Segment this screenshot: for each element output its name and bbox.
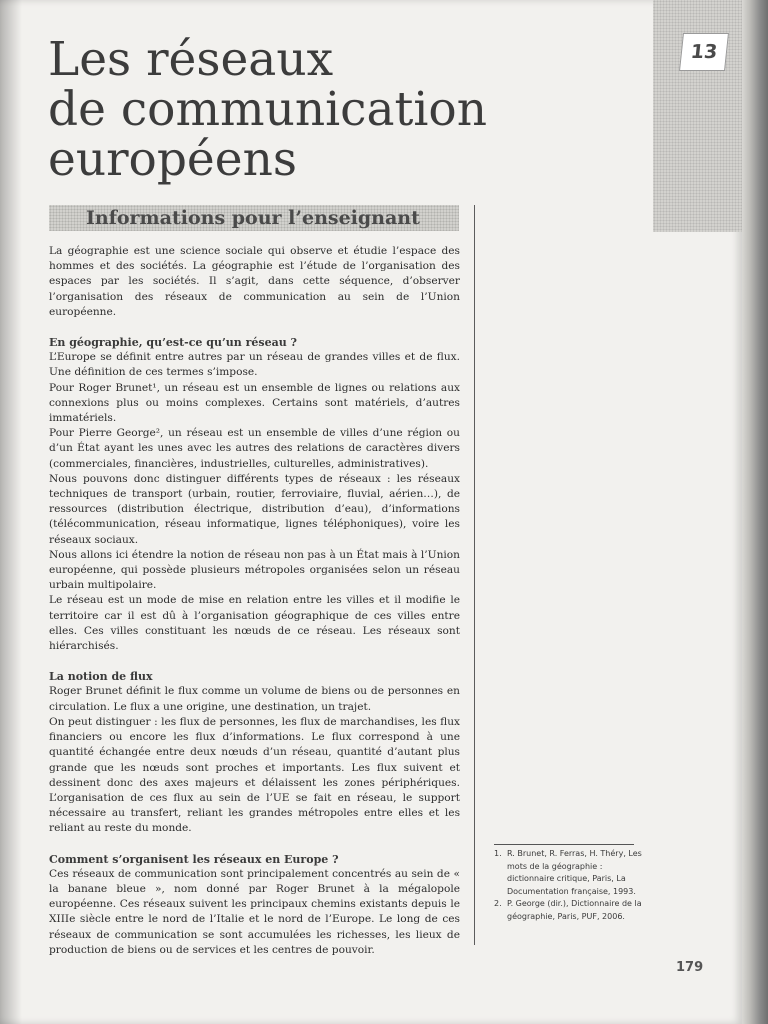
- page-number: 179: [676, 960, 704, 975]
- paragraph: Pour Roger Brunet¹, un réseau est un ensemble de lignes ou relations aux connexions plus ou moins complexes. Certains sont matériels, d’autres immatériels.: [49, 381, 460, 425]
- section-reseau: [49, 335, 460, 654]
- paragraph: Nous pouvons donc distinguer différents types de réseaux : les réseaux techniques de transport (urbain, routier, ferroviaire, fluvial, aérien…), de ressources (distribution électrique, distribution d’eau), d’informations (télécommunication, réseau informatique, lignes téléphoniques), voire les réseaux sociaux.: [49, 472, 460, 546]
- chapter-title-line: européens: [48, 132, 297, 187]
- paragraph: Nous allons ici étendre la notion de réseau non pas à un État mais à l’Union européenne, qui possède plusieurs métropoles organisées selon un réseau urbain multipolaire.: [49, 548, 460, 592]
- paragraph: On peut distinguer : les flux de personnes, les flux de marchandises, les flux financiers ou encore les flux d’informations. Le flux correspond à une quantité échangée entre deux nœuds d’un réseau, quantité d’autant plus grande que les nœuds sont proches et importants. Les flux suivent et dessinent donc des axes majeurs et délaissent les zones périphériques. L’organisation de ces flux au sein de l’UE se fait en réseau, le support nécessaire au transfert, reliant les grandes métropoles entre elles et les reliant au reste du monde.: [49, 715, 460, 835]
- paragraph: Ces réseaux de communication sont principalement concentrés au sein de « la banane bleue », nom donné par Roger Brunet à la mégalopole européenne. Ces réseaux suivent les principaux chemins existants depuis le XIIIe siècle entre le nord de l’Italie et le nord de l’Europe. Le long de ces réseaux de communication se sont accumulées les richesses, les lieux de production de biens ou de services et les centres de pouvoir.: [49, 867, 460, 956]
- chapter-title-line: Les réseaux: [48, 32, 334, 87]
- paragraph: Roger Brunet définit le flux comme un volume de biens ou de personnes en circulation. Le flux a une origine, une destination, un trajet.: [49, 685, 460, 713]
- footnote: [494, 848, 644, 898]
- chapter-title: [48, 32, 487, 187]
- footnote-text: R. Brunet, R. Ferras, H. Théry, Les mots de la géographie : dictionnaire critique, Paris, La Documentation française, 1993.: [507, 849, 642, 896]
- section-heading: La notion de flux: [49, 670, 153, 684]
- section-flux: [49, 669, 460, 836]
- section-organisation: [49, 852, 460, 958]
- footnote-number: 2.: [494, 899, 502, 908]
- footnote: [494, 898, 644, 923]
- column-divider: [474, 205, 475, 945]
- paragraph: Pour Pierre George², un réseau est un ensemble de villes d’une région ou d’un État ayant les unes avec les autres des relations de caractères divers (commerciales, financières, industrielles, culturelles, administratives).: [49, 427, 460, 470]
- chapter-title-line: de communication: [48, 82, 487, 137]
- section-title: Informations pour l’enseignant: [86, 207, 420, 229]
- binding-shadow: [0, 0, 22, 1024]
- section-heading: En géographie, qu’est-ce qu’un réseau ?: [49, 336, 297, 350]
- footnote-number: 1.: [494, 849, 502, 858]
- chapter-number: 13: [679, 33, 729, 71]
- footnote-rule: [494, 844, 634, 845]
- paragraph: Le réseau est un mode de mise en relation entre les villes et il modifie le territoire car il est dû à l’organisation géographique de ces villes entre elles. Ces villes constituant les nœuds de ce réseau. Les réseaux sont hiérarchisés.: [49, 594, 460, 653]
- main-text-column: [49, 244, 460, 973]
- paragraph: L’Europe se définit entre autres par un réseau de grandes villes et de flux. Une définition de ces termes s’impose.: [49, 351, 460, 379]
- page-edge: [742, 0, 768, 1024]
- footnote-text: P. George (dir.), Dictionnaire de la géographie, Paris, PUF, 2006.: [507, 899, 642, 921]
- section-heading: Comment s’organisent les réseaux en Europe ?: [49, 852, 339, 866]
- intro-paragraph: La géographie est une science sociale qui observe et étudie l’espace des hommes et des sociétés. La géographie est l’étude de l’organisation des espaces par les sociétés. Il s’agit, dans cette séquence, d’observer l’organisation des réseaux de communication au sein de l’Union européenne.: [49, 245, 460, 318]
- footnotes: [494, 844, 644, 923]
